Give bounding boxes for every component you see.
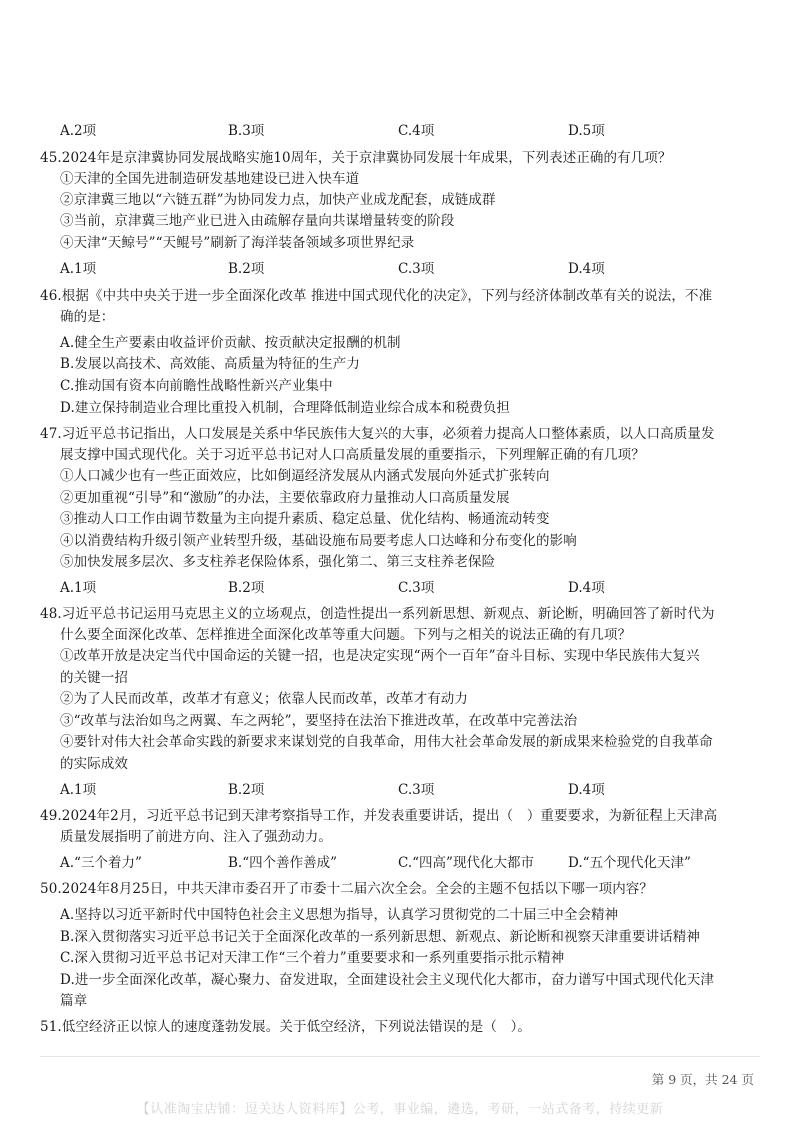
q49-options	[60, 854, 760, 872]
q45-option-b: B.2项	[228, 261, 265, 277]
q46-option-a: A.健全生产要素由收益评价贡献、按贡献决定报酬的机制	[60, 335, 401, 351]
q45-option-a: A.1项	[60, 261, 97, 277]
q50-option-c: C.深入贯彻习近平总书记对天津工作“三个着力”重要要求和一系列重要指示批示精神	[60, 950, 565, 966]
q48-option-d: D.4项	[568, 782, 605, 798]
q47-item-5: ⑤加快发展多层次、多支柱养老保险体系，强化第二、第三支柱养老保险	[60, 554, 496, 570]
watermark-text: 【认准淘宝店铺：逗关达人资料库】公考，事业编，遴选，考研，一站式备考，持续更新	[136, 1102, 664, 1117]
q47-option-a: A.1项	[60, 580, 97, 596]
q51-stem: 51.低空经济正以惊人的速度蓬勃发展。关于低空经济，下列说法错误的是（ ）。	[40, 1019, 532, 1035]
q48-item-4-line-2: 的实际成效	[60, 756, 128, 772]
q49-stem-line-1: 49.2024年2月，习近平总书记到天津考察指导工作，并发表重要讲话，提出（ ）重要要求，为新征程上天津高	[40, 808, 718, 824]
q50-option-a: A.坚持以习近平新时代中国特色社会主义思想为指导，认真学习贯彻党的二十届三中全会精神	[60, 907, 619, 923]
q44-option-a: A.2项	[60, 123, 97, 139]
q46-option-b: B.发展以高技术、高效能、高质量为特征的生产力	[60, 356, 361, 372]
q45-item-3: ③当前，京津冀三地产业已进入由疏解存量向共谋增量转变的阶段	[60, 213, 455, 229]
q48-options	[60, 781, 760, 799]
q50-option-d-line-1: D.进一步全面深化改革，凝心聚力、奋发进取，全面建设社会主义现代化大都市，奋力谱写中国式现代化天津	[60, 972, 715, 988]
q49-option-d: D.“五个现代化天津”	[568, 855, 691, 871]
q48-option-a: A.1项	[60, 782, 97, 798]
q44-option-d: D.5项	[568, 123, 605, 139]
q45-item-4: ④天津“天鲸号”“天鲲号”刷新了海洋装备领域多项世界纪录	[60, 235, 415, 251]
q47-option-c: C.3项	[398, 580, 435, 596]
q45-option-d: D.4项	[568, 261, 605, 277]
q44-option-b: B.3项	[228, 123, 265, 139]
q45-options	[60, 260, 760, 278]
q45-stem: 45.2024年是京津冀协同发展战略实施10周年，关于京津冀协同发展十年成果，下列表述正确的有几项？	[40, 150, 672, 166]
q47-item-2: ②更加重视“引导”和“激励”的办法，主要依靠政府力量推动人口高质量发展	[60, 490, 510, 506]
q48-item-4-line-1: ④要针对伟大社会革命实践的新要求来谋划党的自我革命，用伟大社会革命发展的新成果来检验党的自我革命	[60, 734, 713, 750]
q48-stem-line-1: 48.习近平总书记运用马克思主义的立场观点，创造性提出一系列新思想、新观点、新论断，明确回答了新时代为	[40, 606, 715, 622]
q47-stem-line-2: 展支撑中国式现代化。关于习近平总书记对人口高质量发展的重要指示，下列理解正确的有几项？	[60, 447, 645, 463]
q49-option-c: C.“四高”现代化大都市	[398, 855, 534, 871]
q50-stem: 50.2024年8月25日，中共天津市委召开了市委十二届六次全会。全会的主题不包括以下哪一项内容？	[40, 881, 653, 897]
q46-option-d: D.建立保持制造业合理比重投入机制，合理降低制造业综合成本和税费负担	[60, 400, 511, 416]
q48-stem-line-2: 什么要全面深化改革、怎样推进全面深化改革等重大问题。下列与之相关的说法正确的有几项？	[60, 627, 632, 643]
page-number: 第 9 页，共 24 页	[651, 1072, 754, 1087]
q49-option-b: B.“四个善作善成”	[228, 855, 338, 871]
q47-stem-line-1: 47.习近平总书记指出，人口发展是关系中华民族伟大复兴的大事，必须着力提高人口整体素质，以人口高质量发	[40, 426, 715, 442]
q50-option-b: B.深入贯彻落实习近平总书记关于全面深化改革的一系列新思想、新观点、新论断和视察天津重要讲话精神	[60, 929, 701, 945]
q44-option-c: C.4项	[398, 123, 435, 139]
q50-option-d-line-2: 篇章	[60, 993, 88, 1009]
q48-item-2: ②为了人民而改革，改革才有意义；依靠人民而改革，改革才有动力	[60, 691, 468, 707]
q47-item-1: ①人口减少也有一些正面效应，比如倒逼经济发展从内涵式发展向外延式扩张转向	[60, 468, 550, 484]
q48-option-b: B.2项	[228, 782, 265, 798]
q48-item-1-line-1: ①改革开放是决定当代中国命运的关键一招，也是决定实现“两个一百年”奋斗目标、实现中华民族伟大复兴	[60, 648, 700, 664]
q48-option-c: C.3项	[398, 782, 435, 798]
q47-option-b: B.2项	[228, 580, 265, 596]
q45-item-2: ②京津冀三地以“六链五群”为协同发力点，加快产业成龙配套，成链成群	[60, 192, 496, 208]
q47-item-3: ③推动人口工作由调节数量为主向提升素质、稳定总量、优化结构、畅通流动转变	[60, 511, 550, 527]
q47-options	[60, 579, 760, 597]
q46-stem-line-2: 确的是：	[60, 309, 115, 325]
footer-divider	[40, 1056, 760, 1057]
q44-options	[60, 122, 760, 140]
q45-item-1: ①天津的全国先进制造研发基地建设已进入快车道	[60, 171, 360, 187]
q47-option-d: D.4项	[568, 580, 605, 596]
q48-item-1-line-2: 的关键一招	[60, 670, 128, 686]
q48-item-3: ③“改革与法治如鸟之两翼、车之两轮”，要坚持在法治下推进改革，在改革中完善法治	[60, 713, 578, 729]
q45-option-c: C.3项	[398, 261, 435, 277]
q47-item-4: ④以消费结构升级引领产业转型升级，基础设施布局要考虑人口达峰和分布变化的影响	[60, 533, 577, 549]
q49-option-a: A.“三个着力”	[60, 855, 142, 871]
q46-option-c: C.推动国有资本向前瞻性战略性新兴产业集中	[60, 378, 333, 394]
q49-stem-line-2: 质量发展指明了前进方向、注入了强劲动力。	[60, 829, 332, 845]
q46-stem-line-1: 46.根据《中共中央关于进一步全面深化改革 推进中国式现代化的决定》，下列与经济体制改革有关的说法，不准	[40, 288, 713, 304]
